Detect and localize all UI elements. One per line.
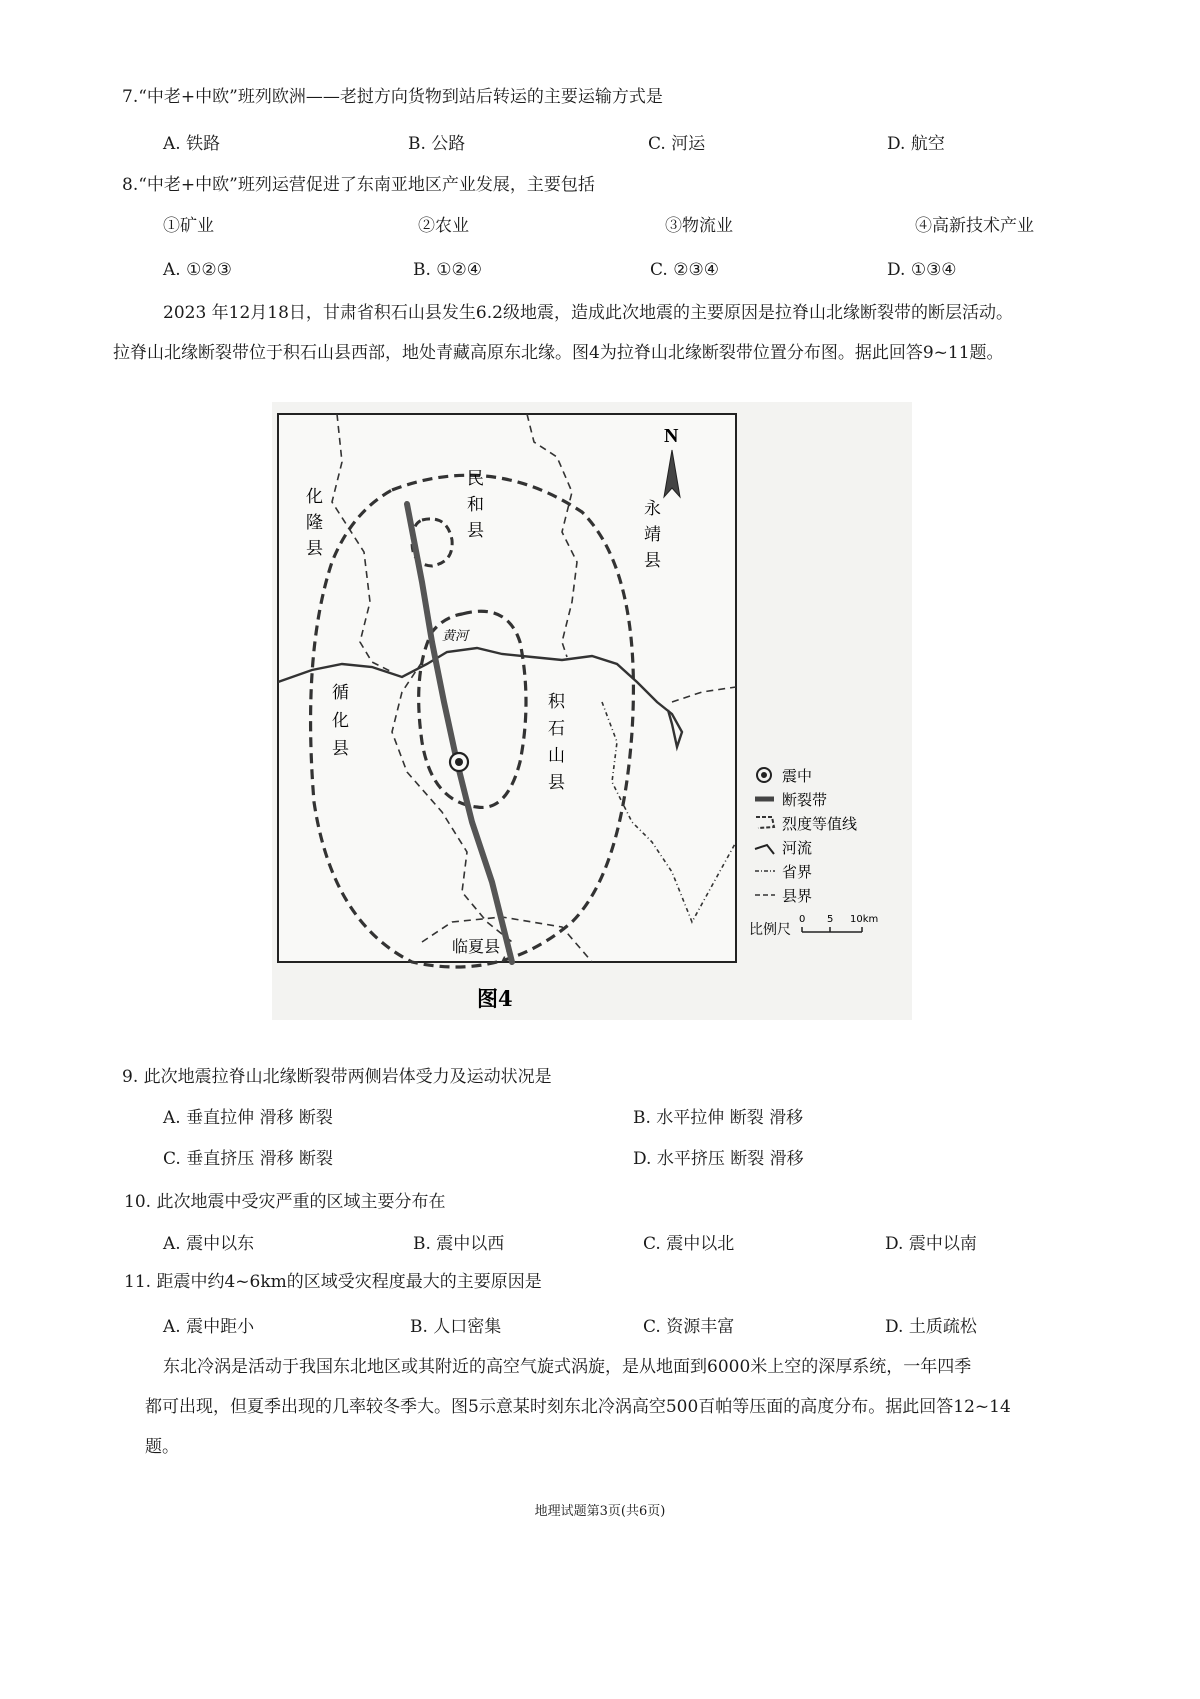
scale-tick-0: 0 xyxy=(799,914,806,925)
q8-option-c: C. ②③④ xyxy=(650,260,719,280)
fault-map xyxy=(272,402,912,1020)
label-yellow-river: 黄河 xyxy=(442,629,469,644)
legend-county: 县界 xyxy=(782,887,813,905)
q7-option-a: A. 铁路 xyxy=(163,134,221,154)
passage2-line3: 题。 xyxy=(145,1437,179,1457)
label-yongjing: 永靖县 xyxy=(644,499,661,571)
q11-stem: 11. 距震中约4~6km的区域受灾程度最大的主要原因是 xyxy=(124,1272,542,1292)
scale-tick-10: 10km xyxy=(850,914,879,925)
scale-tick-5: 5 xyxy=(827,914,834,925)
q8-item-3: ③物流业 xyxy=(665,216,733,236)
q10-option-d: D. 震中以南 xyxy=(885,1234,977,1254)
q10-option-a: A. 震中以东 xyxy=(163,1234,255,1254)
q10-stem: 10. 此次地震中受灾严重的区域主要分布在 xyxy=(124,1192,446,1212)
q11-option-a: A. 震中距小 xyxy=(163,1317,255,1337)
q11-option-c: C. 资源丰富 xyxy=(643,1317,735,1337)
epicenter-dot xyxy=(455,758,463,766)
q8-option-a: A. ①②③ xyxy=(163,260,232,280)
label-jishishan: 积石山县 xyxy=(548,692,565,793)
q7-option-b: B. 公路 xyxy=(408,134,466,154)
q9-option-a: A. 垂直拉伸 滑移 断裂 xyxy=(163,1108,333,1128)
q8-item-1: ①矿业 xyxy=(163,216,214,236)
figure-caption: 图4 xyxy=(477,986,513,1011)
legend-scale-label: 比例尺 xyxy=(749,922,791,938)
figure-4 xyxy=(272,402,912,1020)
legend-province: 省界 xyxy=(782,863,813,881)
q11-option-d: D. 土质疏松 xyxy=(885,1317,977,1337)
q9-option-c: C. 垂直挤压 滑移 断裂 xyxy=(163,1149,334,1169)
q10-option-c: C. 震中以北 xyxy=(643,1234,735,1254)
label-hualong: 化隆县 xyxy=(306,487,323,559)
legend-river: 河流 xyxy=(782,839,813,857)
q8-item-4: ④高新技术产业 xyxy=(915,216,1034,236)
q9-option-d: D. 水平挤压 断裂 滑移 xyxy=(633,1149,804,1169)
passage2-line2: 都可出现，但夏季出现的几率较冬季大。图5示意某时刻东北冷涡高空500百帕等压面的高度分布。据此回答12~14 xyxy=(145,1397,1011,1417)
label-minhe: 民和县 xyxy=(467,469,484,541)
north-label: N xyxy=(664,425,679,447)
passage1-line2: 拉脊山北缘断裂带位于积石山县西部，地处青藏高原东北缘。图4为拉脊山北缘断裂带位置分布图。据此回答9~11题。 xyxy=(113,343,1004,363)
legend-fault: 断裂带 xyxy=(782,791,828,809)
q8-stem: 8.“中老+中欧”班列运营促进了东南亚地区产业发展，主要包括 xyxy=(122,175,595,195)
q10-option-b: B. 震中以西 xyxy=(413,1234,505,1254)
legend-epicenter-dot xyxy=(761,772,767,778)
label-linxia: 临夏县 xyxy=(452,937,501,956)
label-xunhua: 循化县 xyxy=(332,683,349,759)
q7-option-c: C. 河运 xyxy=(648,134,706,154)
q9-stem: 9. 此次地震拉脊山北缘断裂带两侧岩体受力及运动状况是 xyxy=(122,1067,552,1087)
legend-isoseismal: 烈度等值线 xyxy=(782,815,858,833)
legend-epicenter: 震中 xyxy=(782,767,813,785)
q11-option-b: B. 人口密集 xyxy=(410,1317,502,1337)
q8-option-d: D. ①③④ xyxy=(887,260,957,280)
passage1-line1: 2023 年12月18日，甘肃省积石山县发生6.2级地震，造成此次地震的主要原因是拉脊山北缘断裂带的断层活动。 xyxy=(163,303,1013,323)
q8-item-2: ②农业 xyxy=(418,216,469,236)
passage2-line1: 东北冷涡是活动于我国东北地区或其附近的高空气旋式涡旋，是从地面到6000米上空的深厚系统，一年四季 xyxy=(163,1357,972,1377)
q8-option-b: B. ①②④ xyxy=(413,260,483,280)
q7-option-d: D. 航空 xyxy=(887,134,945,154)
q9-option-b: B. 水平拉伸 断裂 滑移 xyxy=(633,1108,804,1128)
q7-stem: 7.“中老+中欧”班列欧洲——老挝方向货物到站后转运的主要运输方式是 xyxy=(122,87,663,107)
page-footer: 地理试题第3页(共6页) xyxy=(534,1504,666,1519)
